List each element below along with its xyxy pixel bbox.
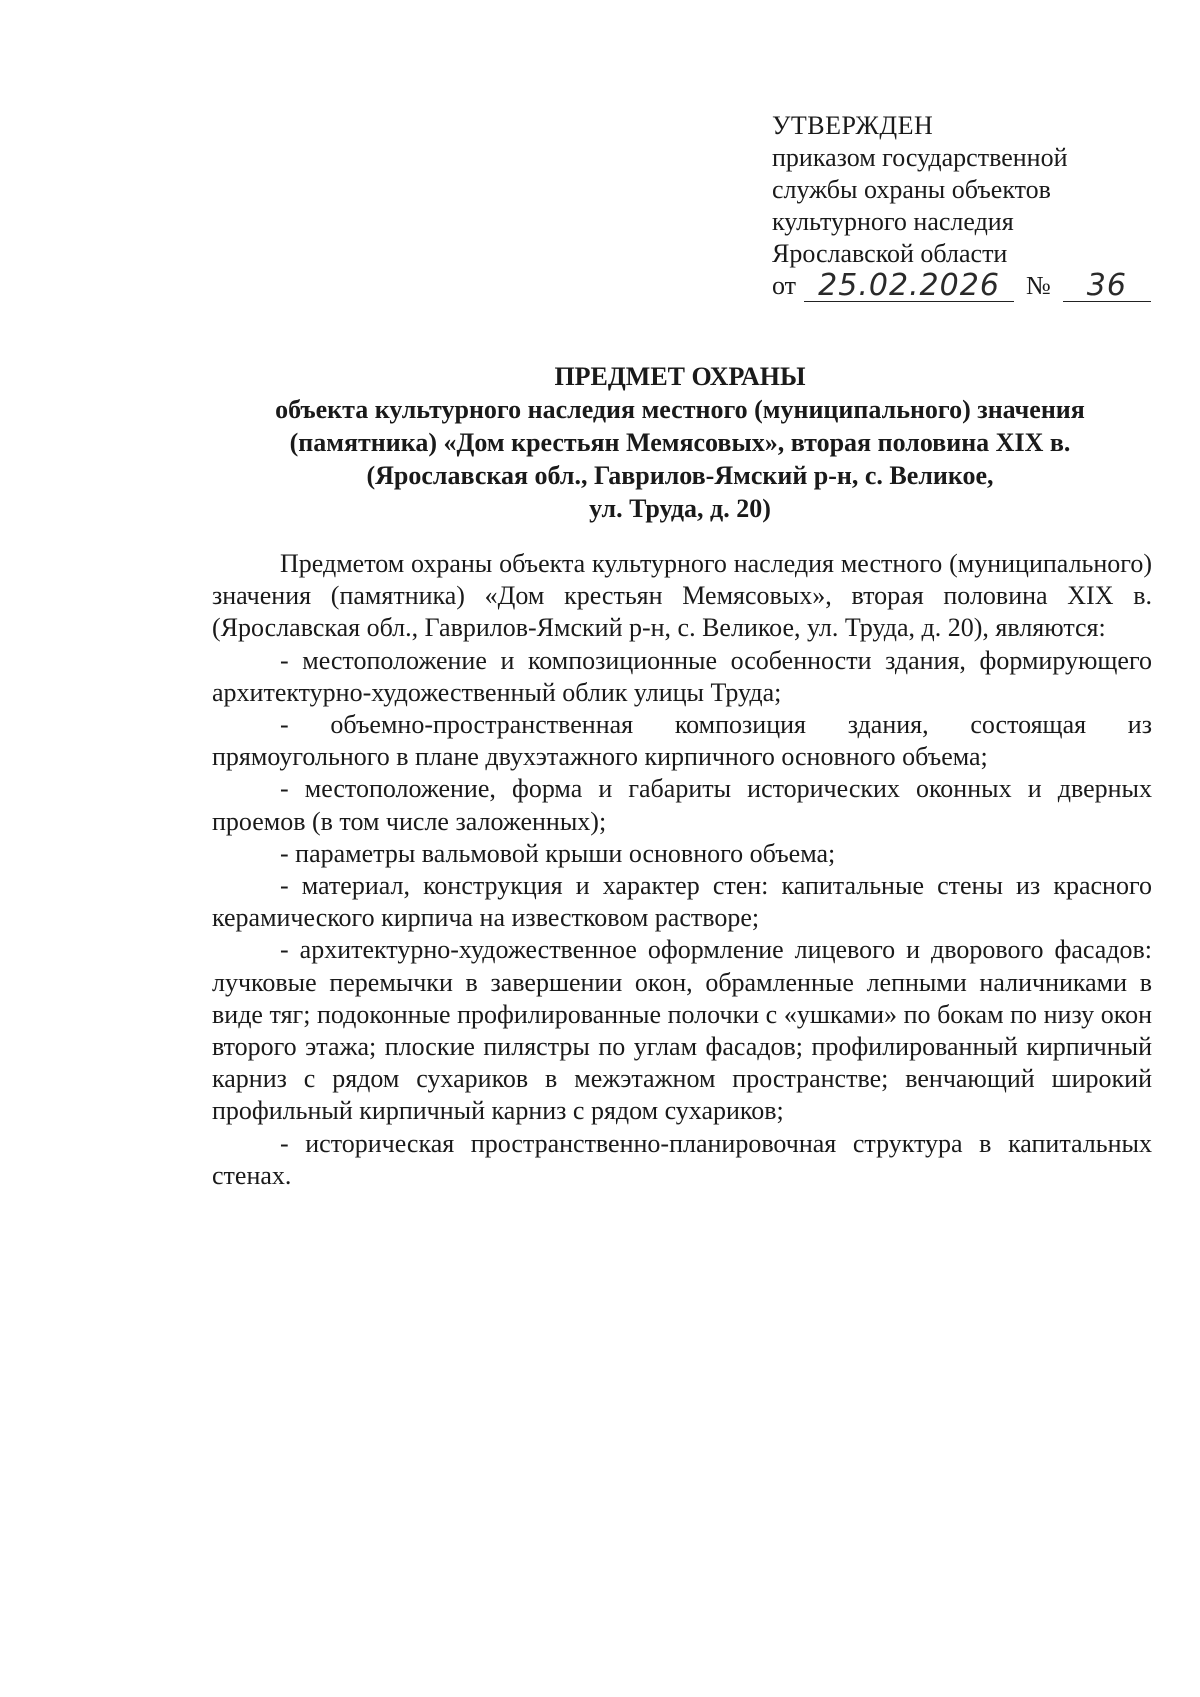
document-body — [212, 548, 1152, 1192]
intro-paragraph: Предметом охраны объекта культурного наследия местного (муниципального) значения (памятника) «Дом крестьян Мемясовых», вторая половина XIX в. (Ярославская обл., Гаврилов-Ямский р-н, с. Великое, ул. Труда, д. 20), являются: — [212, 549, 1152, 643]
document-title: ПРЕДМЕТ ОХРАНЫ — [554, 362, 806, 391]
list-item: - материал, конструкция и характер стен: капитальные стены из красного керамического кирпича на известковом растворе; — [212, 871, 1152, 933]
approval-line: приказом государственной — [772, 143, 1068, 172]
list-item: - архитектурно-художественное оформление лицевого и дворового фасадов: лучковые перемычки в завершении окон, обрамленные лепными наличниками в виде тяг; подоконные профилированные полочки с «ушками» по бокам по низу окон второго этажа; плоские пилястры по углам фасадов; профилированный кирпичный карниз с рядом сухариков в межэтажном пространстве; венчающий широкий профильный кирпичный карниз с рядом сухариков; — [212, 935, 1152, 1126]
list-item: - объемно-пространственная композиция здания, состоящая из прямоугольного в плане двухэтажного кирпичного основного объема; — [212, 710, 1152, 772]
document-title-block — [200, 360, 1160, 525]
list-item: - историческая пространственно-планировочная структура в капитальных стенах. — [212, 1128, 1152, 1190]
document-subtitle-line: (памятника) «Дом крестьян Мемясовых», вторая половина XIX в. — [289, 428, 1071, 457]
date-prefix: от — [772, 271, 797, 300]
approval-line: культурного наследия — [772, 207, 1014, 236]
approval-number-handwritten: 36 — [1063, 271, 1151, 302]
approval-stamp-block — [772, 110, 1172, 302]
approval-line: службы охраны объектов — [772, 175, 1051, 204]
approval-date-handwritten: 25.02.2026 — [804, 271, 1014, 302]
number-sign: № — [1026, 271, 1051, 300]
list-item: - местоположение, форма и габариты исторических оконных и дверных проемов (в том числе заложенных); — [212, 774, 1152, 836]
approval-date-line — [772, 270, 1172, 302]
document-subtitle-line: ул. Труда, д. 20) — [589, 494, 771, 523]
approval-heading: УТВЕРЖДЕН — [772, 111, 934, 140]
approval-line: Ярославской области — [772, 239, 1008, 268]
list-item: - местоположение и композиционные особенности здания, формирующего архитектурно-художественный облик улицы Труда; — [212, 645, 1152, 707]
document-subtitle-line: (Ярославская обл., Гаврилов-Ямский р-н, с. Великое, — [366, 461, 994, 490]
list-item: - параметры вальмовой крыши основного объема; — [280, 838, 836, 868]
document-subtitle-line: объекта культурного наследия местного (муниципального) значения — [275, 395, 1085, 424]
